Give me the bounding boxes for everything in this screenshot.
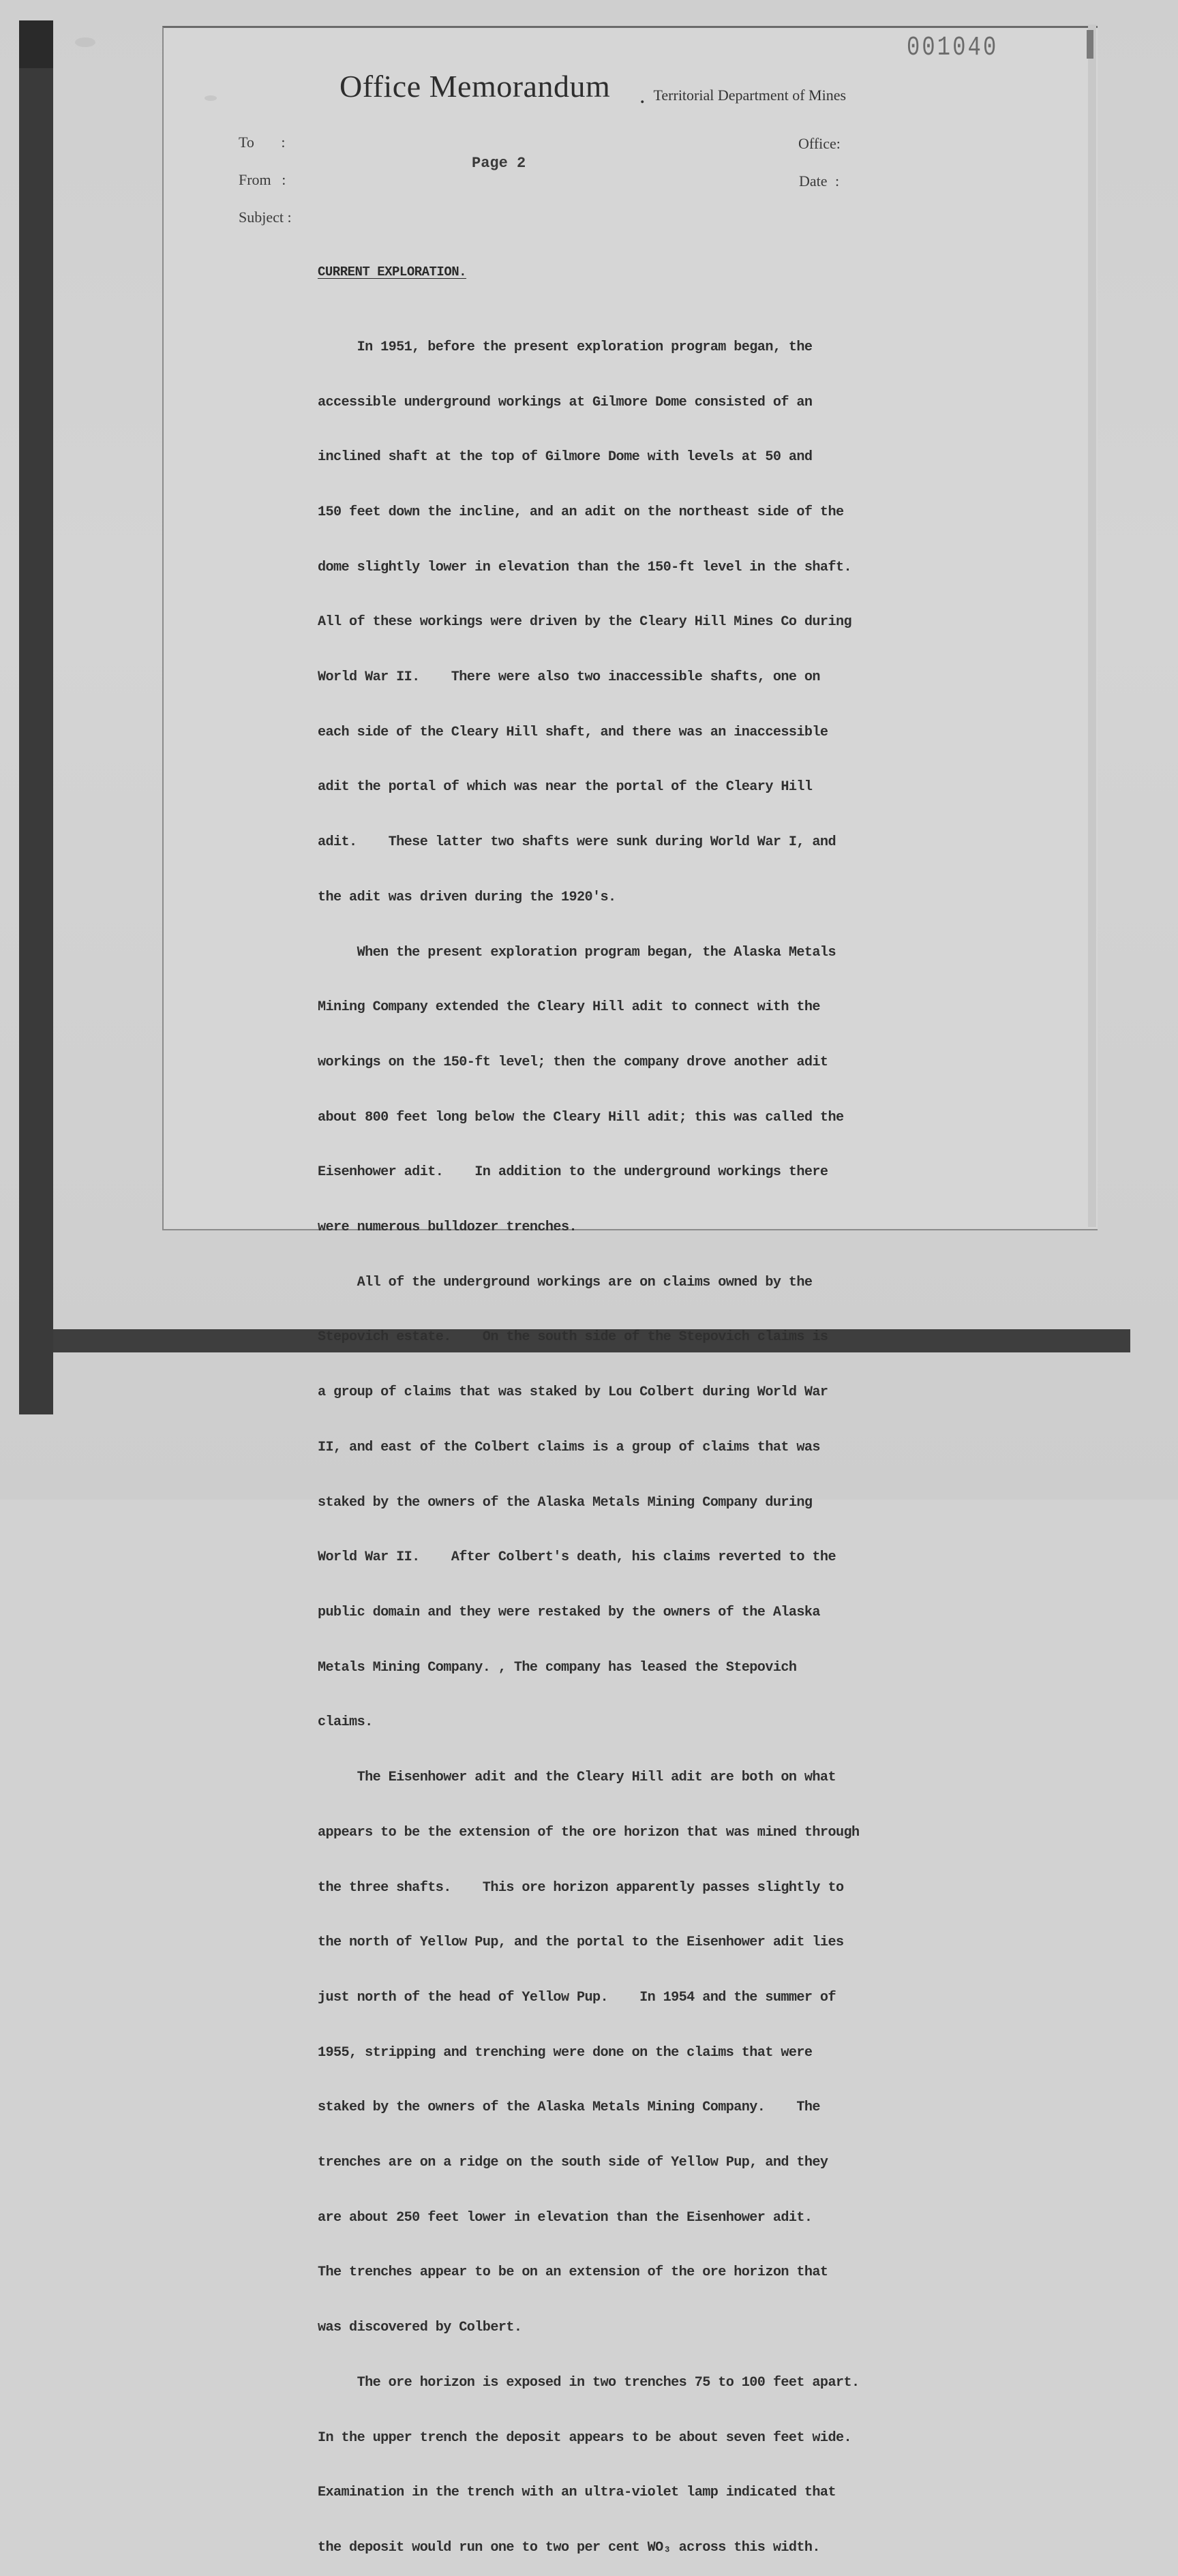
body-line: accessible underground workings at Gilmore Dome consisted of an xyxy=(318,394,813,410)
body-line: Eisenhower adit. In addition to the underground workings there xyxy=(318,1164,828,1181)
body-line: adit the portal of which was near the portal of the Cleary Hill xyxy=(318,779,813,795)
body-line: dome slightly lower in elevation than the 150-ft level in the shaft. xyxy=(318,559,851,575)
memo-title: Office Memorandum xyxy=(339,69,611,104)
from-colon: : xyxy=(282,171,286,188)
office-label: Office xyxy=(798,135,836,152)
body-line: were numerous bulldozer trenches. xyxy=(318,1219,577,1236)
scan-scuff xyxy=(75,37,95,47)
memo-body xyxy=(318,302,958,2576)
body-line: just north of the head of Yellow Pup. In 1954 and the summer of xyxy=(318,1989,836,2005)
body-line: trenches are on a ridge on the south side of Yellow Pup, and they xyxy=(318,2155,828,2171)
subject-colon: : xyxy=(287,209,292,226)
scan-left-border xyxy=(19,20,53,1414)
scan-left-border-top xyxy=(19,20,53,68)
field-office xyxy=(798,135,841,153)
body-line: 1955, stripping and trenching were done on the claims that were xyxy=(318,2044,813,2061)
body-line: When the present exploration program began, the Alaska Metals xyxy=(318,944,836,960)
body-line: was discovered by Colbert. xyxy=(318,2320,522,2336)
body-line: the three shafts. This ore horizon apparently passes slightly to xyxy=(318,1879,844,1896)
body-line: are about 250 feet lower in elevation than the Eisenhower adit. xyxy=(318,2209,813,2226)
body-line: inclined shaft at the top of Gilmore Dome with levels at 50 and xyxy=(318,449,813,466)
from-label: From xyxy=(239,171,271,188)
body-line: Mining Company extended the Cleary Hill adit to connect with the xyxy=(318,999,820,1016)
body-line: World War II. After Colbert's death, his claims reverted to the xyxy=(318,1549,836,1566)
body-line: Stepovich estate. On the south side of the Stepovich claims is xyxy=(318,1329,828,1346)
to-label: To xyxy=(239,134,254,151)
body-line: the adit was driven during the 1920's. xyxy=(318,889,616,905)
body-line: 150 feet down the incline, and an adit on the northeast side of the xyxy=(318,504,844,520)
body-line: about 800 feet long below the Cleary Hill adit; this was called the xyxy=(318,1109,844,1125)
body-line: Metals Mining Company. , The company has leased the Stepovich xyxy=(318,1659,797,1676)
body-line: Examination in the trench with an ultra-violet lamp indicated that xyxy=(318,2485,836,2501)
subject-label: Subject xyxy=(239,209,284,226)
section-heading: CURRENT EXPLORATION. xyxy=(318,264,467,279)
body-line: The Eisenhower adit and the Cleary Hill adit are both on what xyxy=(318,1770,836,1786)
body-line: each side of the Cleary Hill shaft, and there was an inaccessible xyxy=(318,724,828,740)
body-line: the deposit would run one to two per cent WO₃ across this width. xyxy=(318,2539,820,2556)
office-colon: : xyxy=(836,135,841,152)
scan-scuff xyxy=(205,95,217,101)
body-line: All of the underground workings are on claims owned by the xyxy=(318,1274,813,1290)
body-line: adit. These latter two shafts were sunk during World War I, and xyxy=(318,834,836,851)
body-line: In 1951, before the present exploration program began, the xyxy=(318,339,813,355)
body-line: In the upper trench the deposit appears to be about seven feet wide. xyxy=(318,2429,851,2446)
body-line: the north of Yellow Pup, and the portal to the Eisenhower adit lies xyxy=(318,1935,844,1951)
page-edge-shadow xyxy=(1088,25,1096,1227)
body-line: claims. xyxy=(318,1714,373,1731)
date-colon: : xyxy=(835,172,840,190)
body-line: World War II. There were also two inaccessible shafts, one on xyxy=(318,669,820,686)
memo-department xyxy=(639,83,846,109)
document-number: 001040 xyxy=(907,33,999,63)
body-line: staked by the owners of the Alaska Metals Mining Company during xyxy=(318,1494,813,1511)
department-name: Territorial Department of Mines xyxy=(653,87,847,104)
field-to xyxy=(239,134,286,151)
title-separator: . xyxy=(639,83,646,108)
body-line: a group of claims that was staked by Lou Colbert during World War xyxy=(318,1384,828,1401)
body-line: II, and east of the Colbert claims is a group of claims that was xyxy=(318,1439,820,1455)
to-colon: : xyxy=(281,134,286,151)
body-line: The trenches appear to be on an extension of the ore horizon that xyxy=(318,2264,828,2281)
body-line: workings on the 150-ft level; then the company drove another adit xyxy=(318,1054,828,1070)
body-line: The ore horizon is exposed in two trenches 75 to 100 feet apart. xyxy=(318,2374,860,2391)
field-from xyxy=(239,171,286,189)
staple-mark xyxy=(1087,30,1093,59)
field-date xyxy=(799,172,839,190)
body-line: All of these workings were driven by the Cleary Hill Mines Co during xyxy=(318,614,851,631)
date-label: Date xyxy=(799,172,828,190)
body-line: staked by the owners of the Alaska Metals Mining Company. The xyxy=(318,2100,820,2116)
body-line: public domain and they were restaked by the owners of the Alaska xyxy=(318,1604,820,1620)
body-line: appears to be the extension of the ore horizon that was mined through xyxy=(318,1824,860,1840)
page-number: Page 2 xyxy=(472,155,526,172)
field-subject xyxy=(239,209,292,226)
